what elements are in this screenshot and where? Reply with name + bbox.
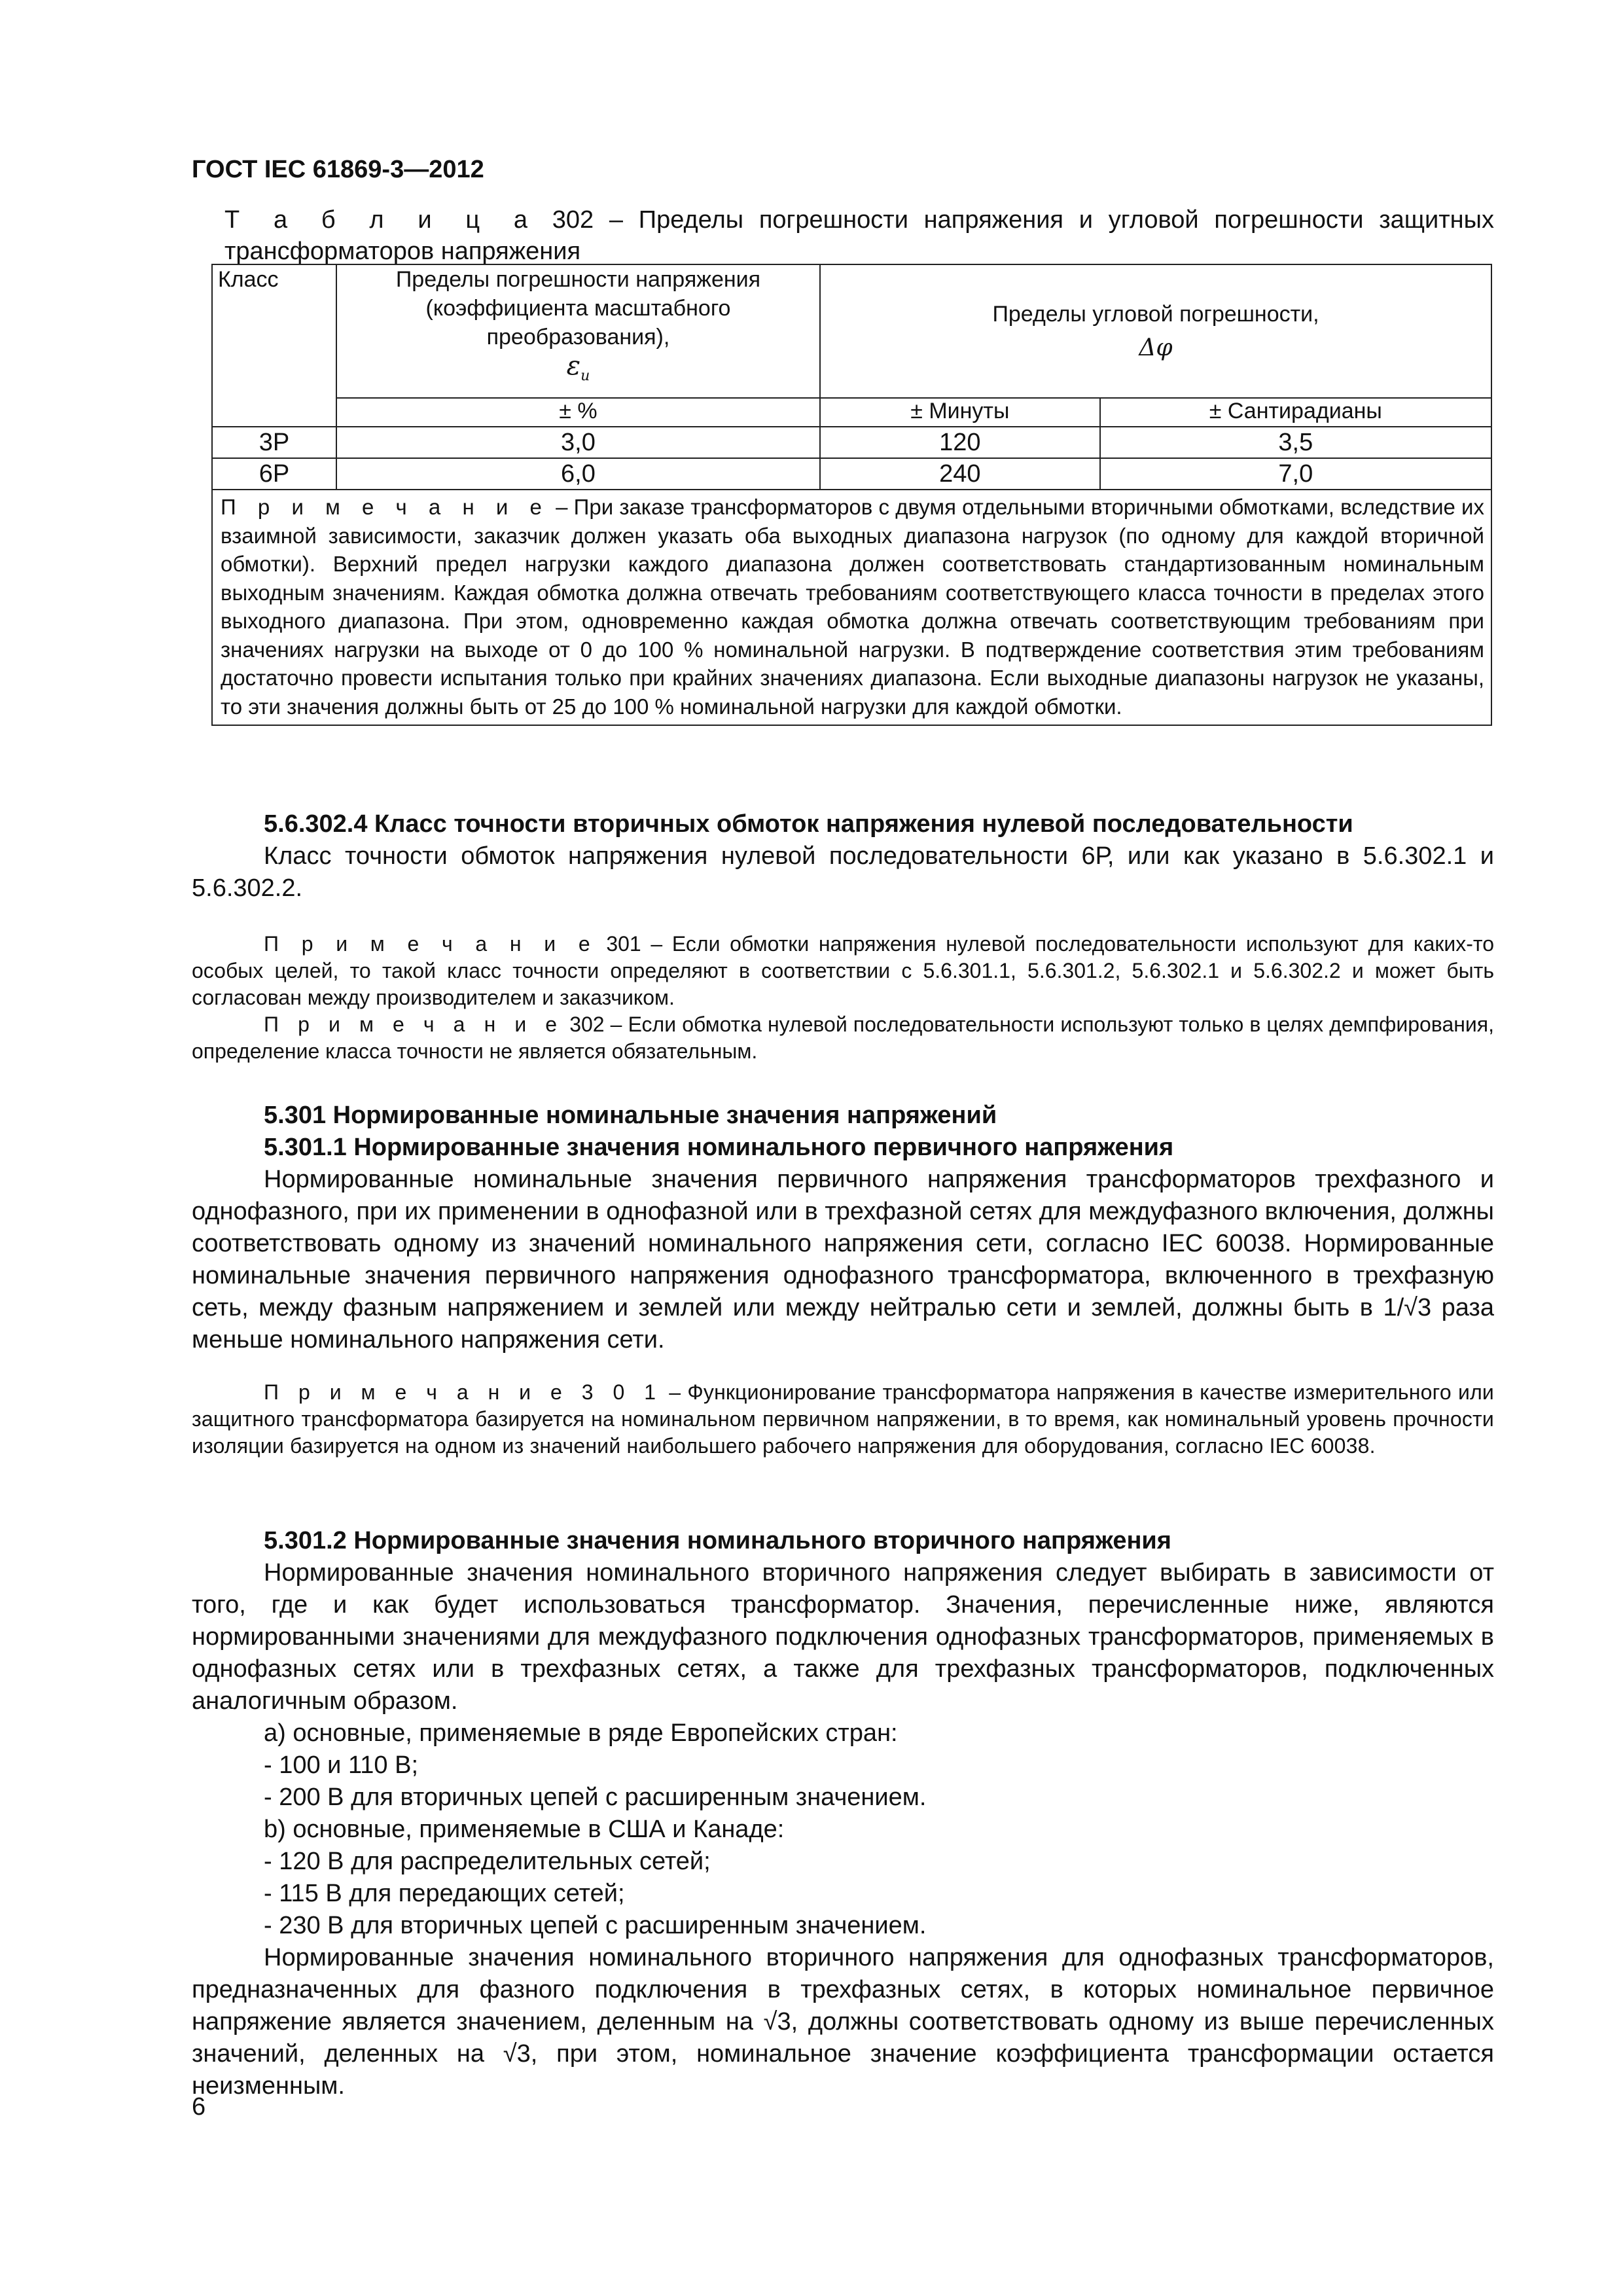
list-item: а) основные, применяемые в ряде Европейских стран:	[264, 1719, 898, 1747]
table-caption-text: 302 – Пределы погрешности напряжения и угловой погрешности защитных трансформаторов напряжения	[224, 206, 1494, 265]
section-text: Нормированные номинальные значения первичного напряжения трансформаторов трехфазного и однофазного, при их применении в однофазной или в трехфазной сетях для междуфазного включения, должны соответствовать одному из значений номинального напряжения сети, согласно IEC 60038. Нормированные номинальные значения первичного напряжения однофазного трансформатора, включенного в трехфазную сеть, между фазным напряжением и землей или между нейтралью сети и землей, должны быть в 1/√3 раза меньше номинального напряжения сети.	[192, 1166, 1494, 1354]
note-text: – Функционирование трансформатора напряжения в качестве измерительного или защитного трансформатора базируется на номинальном первичном напряжении, в то время, как номинальный уровень прочности изоляции базируется на одном из значений наибольшего рабочего напряжения для оборудования, согласно IEC 60038.	[192, 1380, 1495, 1458]
list-item: - 200 В для вторичных цепей с расширенным значением.	[264, 1784, 927, 1811]
table-row	[212, 458, 1491, 490]
section-5-301	[192, 1100, 1494, 1356]
table-note-text: – При заказе трансформаторов с двумя отдельными вторичными обмотками, вследствие их взаимной зависимости, заказчик должен указать оба выходных диапазона нагрузок (по одному для каждой вторичной обмотки). Верхний предел нагрузки каждого диапазона должен соответствовать стандартизованным номинальным выходным значениям. Каждая обмотка должна отвечать требованиям соответствующего класса точности в пределах этого выходного диапазона. При этом, одновременно каждая обмотка должна отвечать соответствующим требованиям при значениях нагрузки на выходе от 0 до 100 % номинальной нагрузки. В подтверждение соответствия этим требованиям достаточно провести испытания только при крайних значениях диапазона. Если выходные диапазоны нагрузок не указаны, то эти значения должны быть от 25 до 100 % номинальной нагрузки для каждой обмотки.	[221, 495, 1484, 719]
subsection-title: 5.301.1 Нормированные значения номинального первичного напряжения	[264, 1134, 1174, 1161]
col-header-angle	[820, 264, 1491, 398]
list-item: - 100 и 110 В;	[264, 1751, 418, 1779]
cell-class: 3Р	[212, 427, 336, 458]
note-text: 301 – Если обмотки напряжения нулевой последовательности используют для каких-то особых целей, то такой класс точности определяют в соответствии с 5.6.301.1, 5.6.301.2, 5.6.302.1 и 5.6.302.2 и может быть согласован между производителем и заказчиком.	[192, 932, 1495, 1009]
note-301-primary-voltage	[192, 1379, 1494, 1460]
cell-crad: 3,5	[1100, 427, 1491, 458]
note-label: П р и м е ч а н и е	[264, 932, 597, 956]
col-header-voltage-text: Пределы погрешности напряжения (коэффициента масштабного преобразования),	[395, 267, 761, 350]
section-title: 5.6.302.4 Класс точности вторичных обмоток напряжения нулевой последовательности	[264, 810, 1353, 838]
list-item: - 120 В для распределительных сетей;	[264, 1848, 711, 1875]
table-caption	[224, 204, 1494, 267]
cell-minutes: 240	[820, 458, 1100, 490]
section-title: 5.301.2 Нормированные значения номинального вторичного напряжения	[264, 1527, 1171, 1554]
standard-header: ГОСТ IEC 61869-3—2012	[192, 156, 484, 183]
cell-voltage: 6,0	[336, 458, 820, 490]
voltage-list	[264, 1717, 926, 1942]
voltage-symbol-subscript: u	[580, 368, 590, 384]
note-text: 302 – Если обмотка нулевой последовательности используют только в целях демпфирования, определение класса точности не является обязательным.	[192, 1013, 1495, 1063]
list-item: b) основные, применяемые в США и Канаде:	[264, 1816, 785, 1843]
note-label: П р и м е ч а н и е 3 0 1	[264, 1380, 663, 1404]
table-note	[212, 490, 1491, 725]
unit-percent: ± %	[336, 398, 820, 427]
list-item: - 230 В для вторичных цепей с расширенным значением.	[264, 1912, 927, 1939]
table-note-label: П р и м е ч а н и е	[221, 495, 550, 519]
cell-crad: 7,0	[1100, 458, 1491, 490]
unit-crad: ± Сантирадианы	[1100, 398, 1491, 427]
section-text: Нормированные значения номинального вторичного напряжения следует выбирать в зависимости от того, где и как будет использоваться трансформатор. Значения, перечисленные ниже, являются нормированными значениями для междуфазного подключения однофазных трансформаторов, применяемых в однофазных сетях или в трехфазных сетях, а также для трехфазных трансформаторов, подключенных аналогичным образом.	[192, 1559, 1494, 1715]
note-301-zero-sequence	[192, 931, 1494, 1065]
col-header-voltage	[336, 264, 820, 398]
voltage-symbol: $\varepsilon_u$	[566, 351, 590, 384]
table-302	[211, 264, 1492, 726]
angle-symbol: Δφ	[1139, 334, 1173, 361]
note-label: П р и м е ч а н и е	[264, 1013, 564, 1036]
table-row	[212, 427, 1491, 458]
unit-minutes: ± Минуты	[820, 398, 1100, 427]
col-header-class: Класс	[212, 264, 336, 427]
table-caption-label: Т а б л и ц а	[224, 206, 537, 234]
section-text: Класс точности обмоток напряжения нулевой последовательности 6Р, или как указано в 5.6.302.1 и 5.6.302.2.	[192, 842, 1494, 902]
section-5-301-2-continued	[192, 1942, 1494, 2102]
list-item: - 115 В для передающих сетей;	[264, 1880, 625, 1907]
section-title: 5.301 Нормированные номинальные значения напряжений	[264, 1102, 997, 1129]
section-text: Нормированные значения номинального вторичного напряжения для однофазных трансформаторов, предназначенных для фазного подключения в трехфазных сетях, в которых номинальное первичное напряжение является значением, деленным на √3, должны соответствовать одному из выше перечисленных значений, деленных на √3, при этом, номинальное значение коэффициента трансформации остается неизменным.	[192, 1944, 1494, 2100]
page-number: 6	[192, 2093, 206, 2121]
cell-voltage: 3,0	[336, 427, 820, 458]
cell-class: 6Р	[212, 458, 336, 490]
col-header-angle-text: Пределы угловой погрешности,	[992, 302, 1319, 327]
cell-minutes: 120	[820, 427, 1100, 458]
section-5-301-2	[192, 1525, 1494, 1717]
section-5-6-302-4	[192, 808, 1494, 905]
